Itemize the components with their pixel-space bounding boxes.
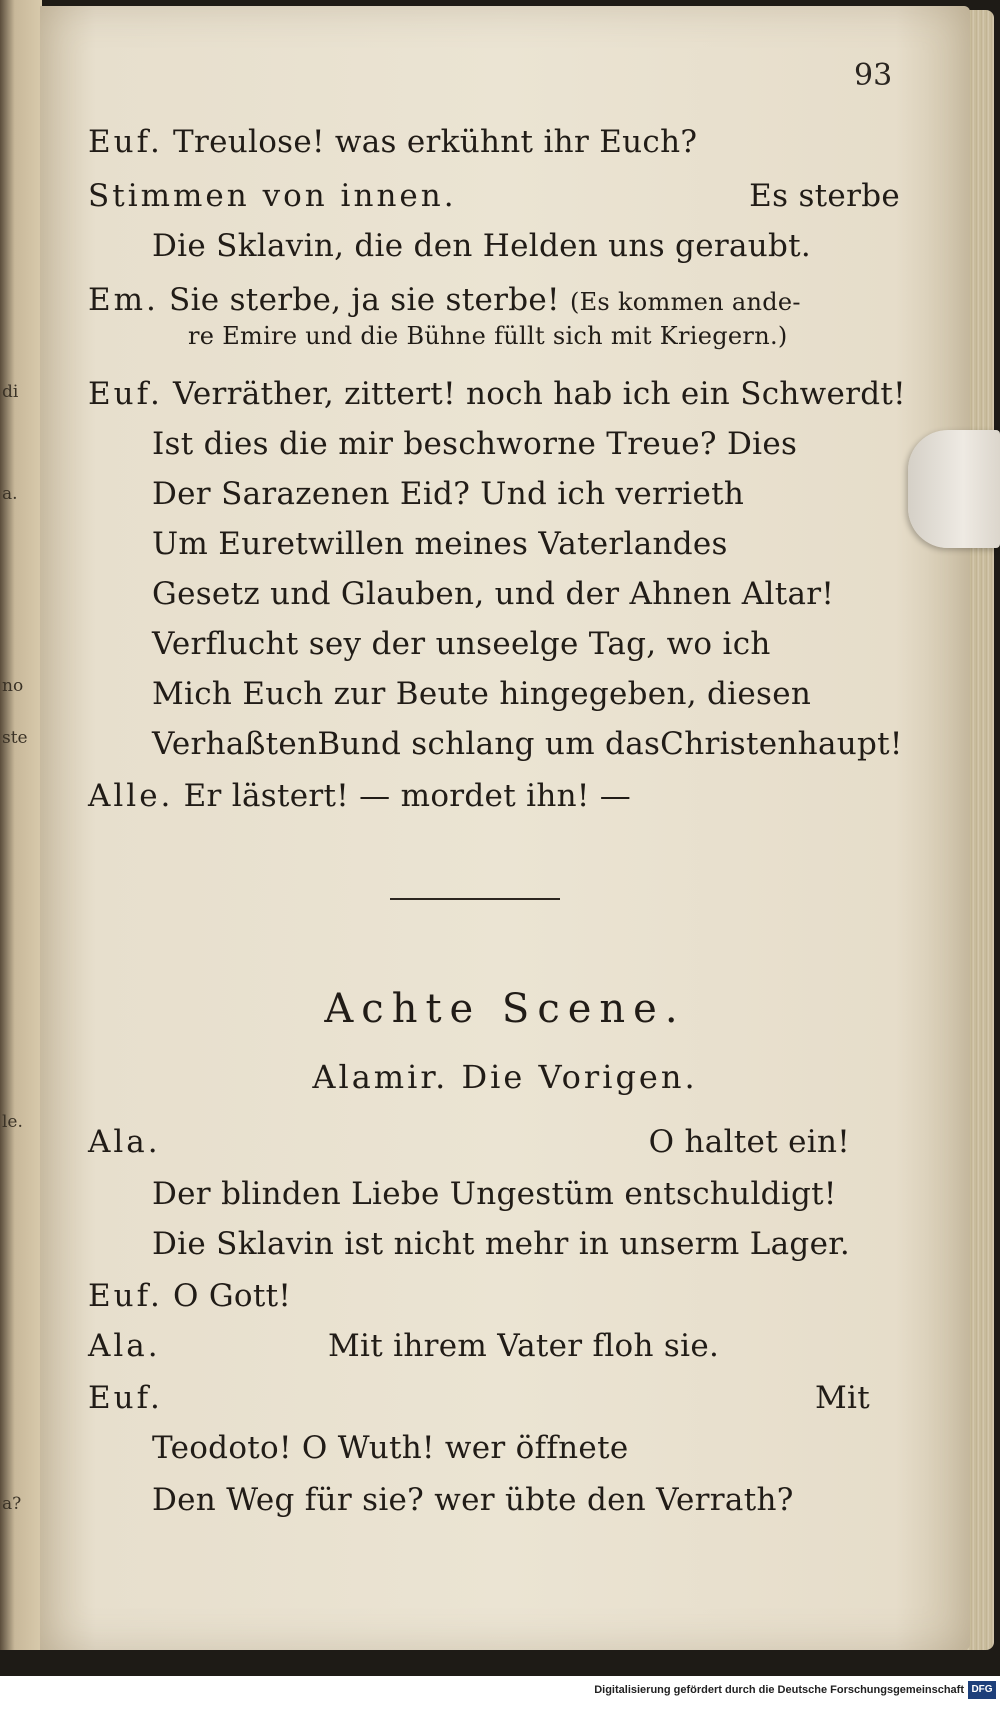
dialogue-line: [88, 1328, 719, 1364]
scene-persons: Alamir. Die Vorigen.: [312, 1058, 698, 1096]
dialogue-line: [88, 282, 801, 318]
dialogue-line: [152, 526, 728, 562]
speaker-label: Em.: [88, 282, 159, 318]
dialogue-line: [152, 676, 811, 712]
section-divider: [390, 898, 560, 900]
dialogue-line: [152, 228, 811, 264]
line-text: Mit: [814, 1380, 870, 1416]
adjacent-page-fragment: ste: [2, 728, 28, 748]
speaker-label: Euf.: [88, 124, 163, 160]
line-text: Verflucht sey der unseelge Tag, wo ich: [152, 626, 771, 662]
adjacent-page-fragment: no: [2, 676, 24, 696]
line-text: Er lästert! — mordet ihn! —: [183, 778, 632, 814]
speaker-label: Ala.: [88, 1124, 161, 1160]
adjacent-page-fragment: di: [2, 382, 19, 402]
dialogue-line: [88, 1380, 870, 1416]
line-text: Mich Euch zur Beute hingegeben, diesen: [152, 676, 812, 712]
speaker-label: Stimmen von innen.: [88, 178, 457, 214]
line-text: Verräther, zittert! noch hab ich ein Schwerdt!: [172, 376, 906, 412]
adjacent-page-edge: [0, 0, 42, 1650]
bookmark-clip: [908, 430, 1000, 548]
page-number: 93: [854, 58, 893, 93]
speaker-label: Ala.: [88, 1328, 161, 1364]
line-text: O haltet ein!: [648, 1124, 850, 1160]
dialogue-line: [152, 1226, 850, 1262]
dialogue-line: [152, 1482, 794, 1518]
speaker-label: Euf.: [88, 1278, 163, 1314]
dialogue-line: [152, 1430, 628, 1466]
dialogue-line: [152, 626, 771, 662]
dialogue-line: [152, 476, 744, 512]
line-text: Den Weg für sie? wer übte den Verrath?: [152, 1482, 794, 1518]
dfg-logo-icon: DFG: [968, 1681, 996, 1699]
adjacent-page-fragment: a.: [2, 484, 18, 504]
dialogue-line: [152, 1176, 837, 1212]
line-text: Treulose! was erkühnt ihr Euch?: [172, 124, 698, 160]
stage-direction: (Es kommen ande-: [569, 288, 801, 316]
line-text: Um Euretwillen meines Vaterlandes: [152, 526, 728, 562]
dialogue-line: [88, 178, 900, 214]
line-text: Ist dies die mir beschworne Treue? Dies: [152, 426, 798, 462]
speaker-label: Alle.: [88, 778, 174, 814]
line-text: Die Sklavin, die den Helden uns geraubt.: [152, 228, 812, 264]
dialogue-line: [88, 1124, 850, 1160]
book-page: [40, 6, 970, 1650]
line-text: Teodoto! O Wuth! wer öffnete: [152, 1430, 629, 1466]
stage-direction: re Emire und die Bühne füllt sich mit Kriegern.): [188, 322, 788, 350]
digitization-footer: [0, 1676, 1000, 1710]
adjacent-page-fragment: le.: [2, 1112, 23, 1132]
line-text: Mit ihrem Vater floh sie.: [328, 1328, 720, 1364]
speaker-label: Euf.: [88, 1380, 163, 1416]
dialogue-line: [88, 124, 697, 160]
scene-title: Achte Scene.: [324, 986, 686, 1032]
dialogue-line: [152, 576, 834, 612]
dialogue-line: [88, 1278, 291, 1314]
funding-credit: Digitalisierung gefördert durch die Deutsche Forschungsgemeinschaft: [594, 1684, 964, 1696]
line-text: Sie sterbe, ja sie sterbe!: [169, 282, 560, 318]
line-text: Es sterbe: [749, 178, 900, 214]
line-text: Der blinden Liebe Ungestüm entschuldigt!: [152, 1176, 837, 1212]
line-text: O Gott!: [172, 1278, 292, 1314]
stage-direction-line: [188, 322, 788, 350]
dialogue-line: [88, 376, 906, 412]
adjacent-page-fragment: a?: [2, 1494, 22, 1514]
dialogue-line: [152, 726, 903, 762]
speaker-label: Euf.: [88, 376, 163, 412]
line-text: Der Sarazenen Eid? Und ich verrieth: [152, 476, 745, 512]
dialogue-line: [152, 426, 797, 462]
line-text: Gesetz und Glauben, und der Ahnen Altar!: [152, 576, 835, 612]
dialogue-line: [88, 778, 631, 814]
line-text: VerhaßtenBund schlang um dasChristenhaupt!: [152, 726, 903, 762]
line-text: Die Sklavin ist nicht mehr in unserm Lager.: [152, 1226, 851, 1262]
